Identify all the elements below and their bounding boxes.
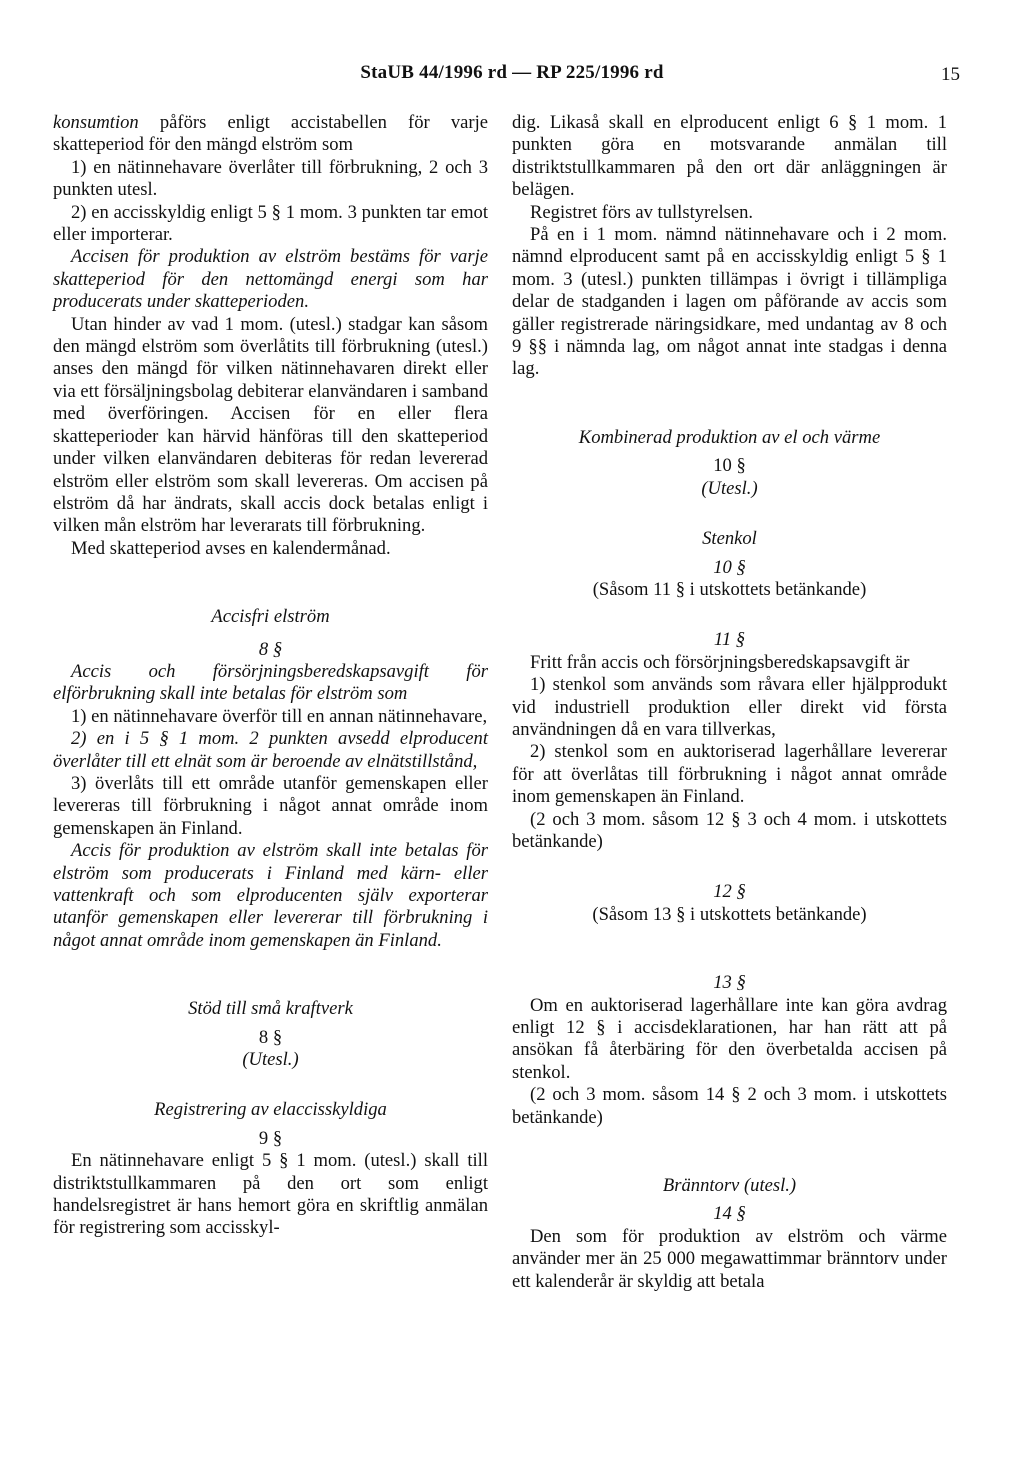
list-item: 1) en nätinnehavare överlåter till förbrukning, 2 och 3 punkten utesl. (53, 156, 488, 201)
page-header (0, 62, 1024, 92)
section-heading: Stöd till små kraftverk (188, 998, 353, 1020)
list-item: 1) en nätinnehavare överför till en annan nätinnehavare, (71, 705, 488, 727)
paragraph: Accis för produktion av elström skall inte betalas för elström som producerats i Finland med kärn- eller vattenkraft och som elproducenten själv exporterar utanför gemenskapen eller levererar till förbrukning i något annat område inom gemenskapen än Finland. (53, 840, 488, 951)
paragraph: dig. Likaså skall en elproducent enligt 6 § 1 mom. 1 punkten göra en motsvarande anmälan till distriktstullkammaren på den ort där anläggningen är belägen. (512, 112, 947, 201)
left-column (53, 112, 488, 1240)
paragraph: Den som för produktion av elström och värme använder mer än 25 000 megawattimmar bränntorv under ett kalenderår är skyldig att betala (512, 1225, 947, 1292)
running-title: StaUB 44/1996 rd — RP 225/1996 rd (360, 62, 664, 83)
section-heading: Kombinerad produktion av el och värme (578, 426, 881, 448)
right-column (512, 112, 947, 1293)
reference-note: (Såsom 13 § i utskottets betänkande) (592, 903, 867, 925)
page-number: 15 (941, 64, 960, 85)
excluded-note: (Utesl.) (242, 1049, 299, 1071)
paragraph: På en i 1 mom. nämnd nätinnehavare och i 2 mom. nämnd elproducent samt på en accisskyldig enligt 5 § 1 mom. 3 (utesl.) punkten tillämpas i övrigt i tillämpliga delar de stadganden i lagen om påförande av accis som gäller registrerade näringsidkare, med undantag av 8 och 9 §§ i nämnda lag, om något annat inte stadgas i denna lag. (512, 224, 947, 380)
paragraph: Med skatteperiod avses en kalendermånad. (71, 537, 391, 559)
reference-note: (2 och 3 mom. såsom 12 § 3 och 4 mom. i utskottets betänkande) (512, 808, 947, 852)
paragraph: Fritt från accis och försörjningsberedskapsavgift är (530, 651, 910, 673)
list-item: 3) överlåts till ett område utanför gemenskapen eller levereras till förbrukning i något annat område inom gemenskapen än Finland. (53, 772, 488, 839)
list-item: 2) stenkol som en auktoriserad lagerhållare levererar för att överlåtas till förbrukning i något annat område inom gemenskapen än Finland. (512, 741, 947, 808)
section-number: 11 § (713, 629, 746, 651)
section-number: 12 § (713, 881, 746, 903)
paragraph: Accis och försörjningsberedskapsavgift för elförbrukning skall inte betalas för elström som (53, 660, 488, 705)
section-heading: Bränntorv (utesl.) (662, 1175, 797, 1197)
excluded-note: (Utesl.) (701, 477, 758, 499)
paragraph-text: påförs enligt accistabellen för varje skatteperiod för den mängd elström som (53, 112, 488, 156)
paragraph: Registret förs av tullstyrelsen. (530, 201, 754, 223)
section-number: 9 § (258, 1127, 283, 1149)
paragraph (53, 112, 488, 157)
paragraph: Accisen för produktion av elström bestäms för varje skatteperiod för den nettomängd energi som har producerats under skatteperioden. (53, 246, 488, 313)
reference-note: (Såsom 11 § i utskottets betänkande) (592, 578, 867, 600)
italic-word: konsumtion (53, 112, 139, 133)
section-number: 10 § (713, 556, 746, 578)
section-number: 14 § (713, 1203, 746, 1225)
section-heading: Stenkol (702, 528, 757, 550)
section-number: 13 § (713, 972, 746, 994)
paragraph: En nätinnehavare enligt 5 § 1 mom. (utesl.) skall till distriktstullkammaren på den ort som enligt handelsregistret är hans hemort göra en skriftlig anmälan för registrering som accisskyl- (53, 1150, 488, 1239)
list-item: 1) stenkol som används som råvara eller hjälpprodukt vid industriell produktion eller direkt vid första användningen då en vara tillverkas, (512, 674, 947, 740)
list-item: 2) en i 5 § 1 mom. 2 punkten avsedd elproducent överlåter till ett elnät som är beroende av elnätstillstånd, (53, 728, 488, 772)
list-item: 2) en accisskyldig enligt 5 § 1 mom. 3 punkten tar emot eller importerar. (53, 201, 488, 246)
reference-note: (2 och 3 mom. såsom 14 § 2 och 3 mom. i utskottets betänkande) (512, 1084, 947, 1128)
section-heading: Accisfri elström (211, 606, 330, 628)
section-number: 8 § (258, 638, 283, 660)
paragraph: Om en auktoriserad lagerhållare inte kan göra avdrag enligt 12 § i accisdeklarationen, har han rätt att på ansökan få återbäring för den överbetalda accisen på stenkol. (512, 994, 947, 1083)
paragraph: Utan hinder av vad 1 mom. (utesl.) stadgar kan såsom den mängd elström som överlåtits till förbrukning (utesl.) anses den mängd för vilken nätinnehavaren direkt eller via ett försäljningsbolag debiterar elanvändaren i samband med överföringen. Accisen för en eller flera skatteperioder kan härvid hänföras till den skatteperiod under vilken elanvändaren debiteras för redan levererad elström eller elström som skall levereras. Om accisen på elström då har ändrats, skall accis dock betalas enligt i vilken mån elström har leverarats till förbrukning. (53, 313, 488, 537)
section-number: 8 § (258, 1026, 283, 1048)
section-number: 10 § (713, 455, 746, 477)
section-heading: Registrering av elaccisskyldiga (154, 1099, 387, 1121)
